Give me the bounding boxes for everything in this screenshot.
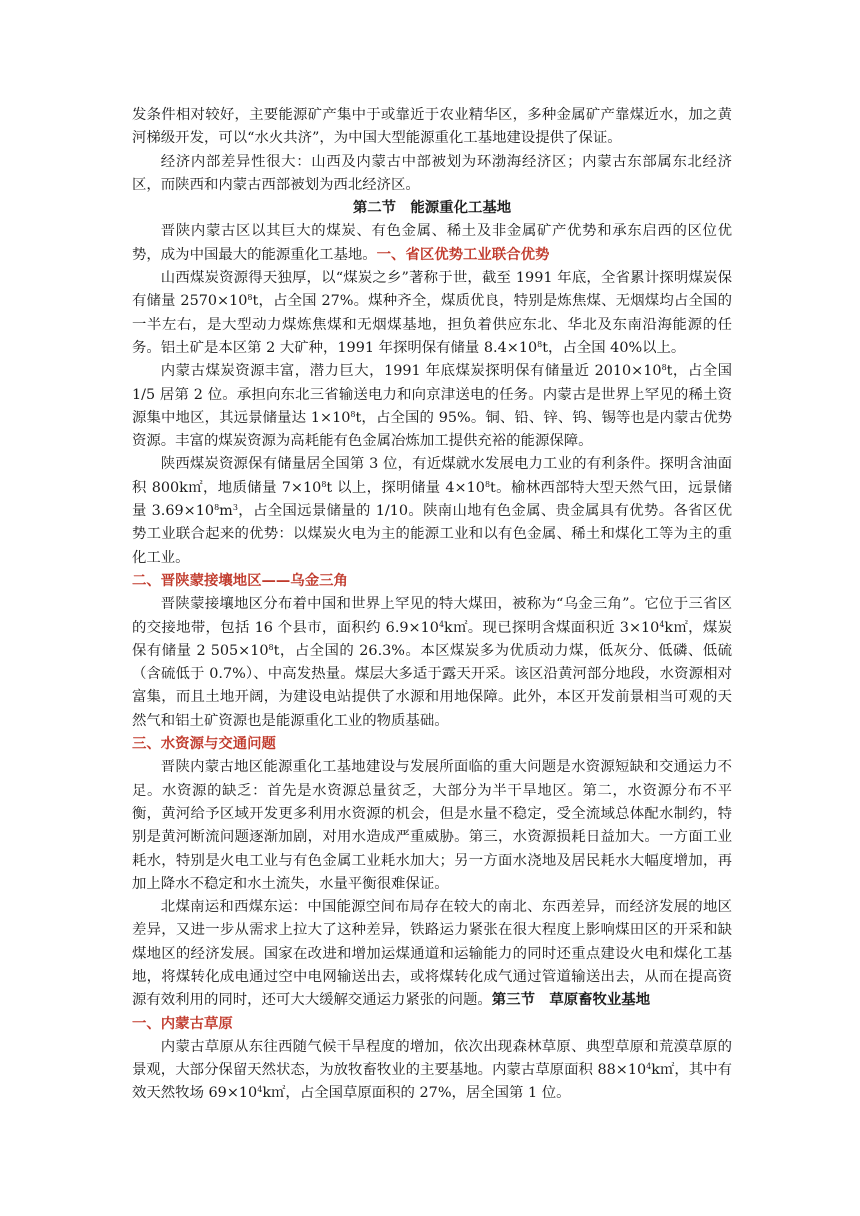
- text-run: 山西煤炭资源得天独厚，以“煤炭之乡”著称于世，截至 1991 年底，全省累计探明煤炭保有储量 2570×10: [132, 270, 732, 310]
- text-run: ，占全国远景储量的 1/10。陕南山地有色金属、贵金属具有优势。各省区优势工业联合起来的优势：以煤炭火电为主的能源工业和以有色金属、稀土和煤化工等为主的重化工业。: [132, 503, 732, 566]
- paragraph-9-text: 北煤南运和西煤东运：中国能源空间布局存在较大的南北、东西差异，而经济发展的地区差异，又进一步从需求上拉大了这种差异，铁路运力紧张在很大程度上影响煤田区的开采和缺煤地区的经济发展。国家在改进和增加运煤通道和运输能力的同时还重点建设火电和煤化工基地，将煤转化成电通过空中电网输送出去，或将煤转化成气通过管道输送出去，从而在提高资源有效利用的同时，还可大大缓解交通运力紧张的问题。: [132, 899, 732, 1009]
- paragraph-3-text: 晋陕内蒙古区以其巨大的煤炭、有色金属、稀土及非金属矿产优势和承东启西的区位优势，成为中国最大的能源重化工基地。: [132, 223, 732, 263]
- text-run: m: [219, 503, 233, 520]
- superscript: 8: [537, 339, 543, 349]
- superscript: 8: [247, 293, 253, 303]
- section-2-title: 第二节 能源重化工基地: [352, 200, 512, 217]
- paragraph-9: [132, 896, 732, 1012]
- superscript: 8: [214, 503, 220, 513]
- heading-1: 一、省区优势工业联合优势: [376, 246, 550, 263]
- text-run: t 以上，探明储量 4×10: [326, 479, 485, 496]
- paragraph-7: [132, 593, 732, 733]
- paragraph-6: [132, 453, 732, 569]
- text-run: t。榆林西部特大型天然气田，远景储量 3.69×10: [132, 479, 732, 520]
- text-run: k㎡，煤炭保有储量 2 505×10: [132, 619, 732, 659]
- text-run: k㎡。现已探明含煤面积近 3×10: [444, 619, 660, 636]
- paragraph-4: [132, 267, 732, 360]
- superscript: 4: [257, 1085, 263, 1095]
- text-run: 陕西煤炭资源保有储量居全国第 3 位，有近煤就水发展电力工业的有利条件。探明含油面积 800k㎡，地质储量 7×10: [132, 456, 732, 496]
- superscript: 8: [350, 409, 356, 419]
- text-run: 内蒙古草原从东往西随气候干旱程度的增加，依次出现森林草原、典型草原和荒漠草原的景观，大部分保留天然状态，为放牧畜牧业的主要基地。内蒙古草原面积 88×10: [132, 1038, 732, 1079]
- text-run: t，占全国的 26.3%。本区煤炭多为优质动力煤，低灰分、低磷、低硫（含硫低于 0.7%）、中高发热量。煤层大多适于露天开采。该区沿黄河部分地段，水资源相对富集，而且土地开阔，为建设电站提供了水源和用地保障。此外，本区开发前景相当可观的天然气和铝土矿资源也是能源重化工业的物质基础。: [132, 642, 732, 729]
- section-3-title: 第三节 草原畜牧业基地: [491, 992, 651, 1009]
- text-run: t，占全国 27%。煤种齐全，煤质优良，特别是炼焦煤、无烟煤均占全国的一半左右，是大型动力煤炼焦煤和无烟煤基地，担负着供应东北、华北及东南沿海能源的任务。铝土矿是本区第 2 大矿种，1991 年探明保有储量 8.4×10: [132, 293, 732, 356]
- text-run: 晋陕蒙接壤地区分布着中国和世界上罕见的特大煤田，被称为“乌金三角”。它位于三省区的交接地带，包括 16 个县市，面积约 6.9×10: [132, 596, 732, 636]
- document-page: [132, 104, 732, 1106]
- paragraph-1: 发条件相对较好，主要能源矿产集中于或靠近于农业精华区，多种金属矿产靠煤近水，加之黄河梯级开发，可以“水火共济”，为中国大型能源重化工基地建设提供了保证。: [132, 107, 732, 147]
- heading-3: 三、水资源与交通问题: [132, 736, 276, 753]
- paragraph-2: 经济内部差异性很大：山西及内蒙古中部被划为环渤海经济区；内蒙古东部属东北经济区，而陕西和内蒙古西部被划为西北经济区。: [132, 153, 732, 193]
- superscript: 4: [438, 619, 445, 629]
- paragraph-3: [132, 220, 732, 267]
- text-run: k㎡，占全国草原面积的 27%，居全国第 1 位。: [262, 1085, 571, 1102]
- text-run: t，占全国 1/5 居第 2 位。承担向东北三省输送电力和向京津送电的任务。内蒙古是世界上罕见的稀土资源集中地区，其远景储量达 1×10: [132, 363, 732, 426]
- superscript: 3: [232, 503, 238, 513]
- paragraph-5: [132, 360, 732, 453]
- superscript: 8: [321, 479, 327, 489]
- superscript: 8: [484, 479, 491, 489]
- paragraph-10: [132, 1036, 732, 1106]
- text-run: k㎡，其中有效天然牧场 69×10: [132, 1062, 732, 1102]
- superscript: 4: [659, 619, 665, 629]
- superscript: 4: [646, 1062, 652, 1072]
- text-run: t，占全国 40%以上。: [542, 339, 686, 356]
- text-run: t，占全国的 95%。铜、铅、锌、钨、锡等也是内蒙古优势资源。丰富的煤炭资源为高耗能有色金属冶炼加工提供充裕的能源保障。: [132, 409, 732, 450]
- heading-2: 二、晋陕蒙接壤地区——乌金三角: [132, 572, 348, 589]
- text-run: 内蒙古煤炭资源丰富，潜力巨大，1991 年底煤炭探明保有储量近 2010×10: [160, 363, 662, 380]
- heading-4: 一、内蒙古草原: [132, 1015, 233, 1032]
- superscript: 8: [268, 642, 274, 652]
- paragraph-8: 晋陕内蒙古地区能源重化工基地建设与发展所面临的重大问题是水资源短缺和交通运力不足。水资源的缺乏：首先是水资源总量贫乏，大部分为半干旱地区。第二，水资源分布不平衡，黄河给予区域开发更多利用水资源的机会，但是水量不稳定，受全流域总体配水制约，特别是黄河断流问题逐渐加剧，对用水造成严重威胁。第三，水资源损耗日益加大。一方面工业耗水，特别是火电工业与有色金属工业耗水加大；另一方面水浇地及居民耗水大幅度增加，再加上降水不稳定和水土流失，水量平衡很难保证。: [132, 759, 732, 892]
- superscript: 8: [661, 363, 667, 373]
